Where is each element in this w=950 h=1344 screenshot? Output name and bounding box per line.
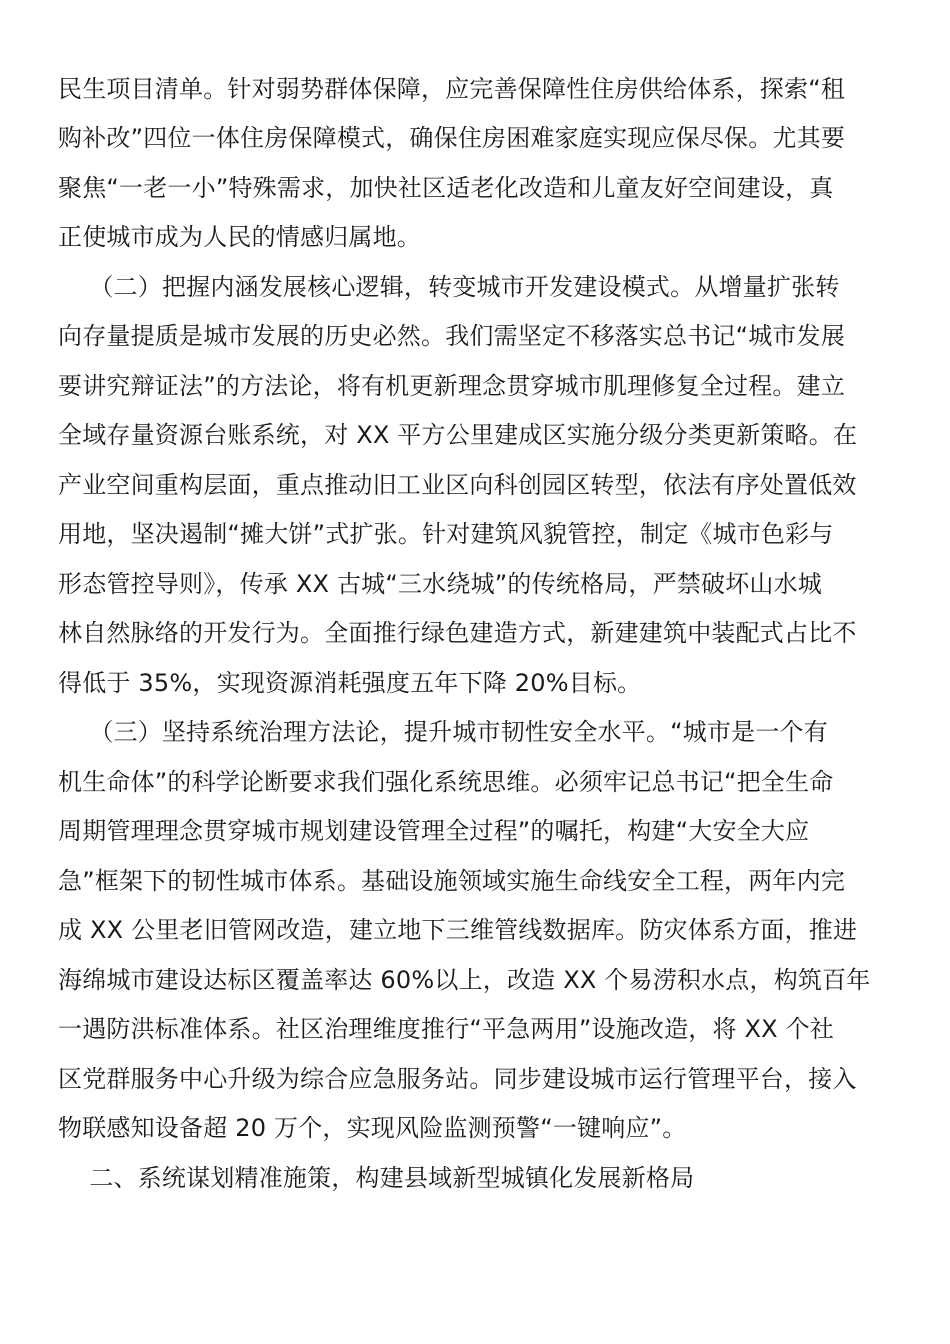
text-line: 急”框架下的韧性城市体系。基础设施领域实施生命线安全工程，两年内完 [58,867,846,895]
text-line: 林自然脉络的开发行为。全面推行绿色建造方式，新建建筑中装配式占比不 [58,619,857,647]
text-line: 民生项目清单。针对弱势群体保障，应完善保障性住房供给体系，探索“租 [58,75,846,103]
text-line: 全域存量资源台账系统，对 XX 平方公里建成区实施分级分类更新策略。在 [58,421,858,449]
text-line: 海绵城市建设达标区覆盖率达 60%以上，改造 XX 个易涝积水点，构筑百年 [58,966,871,994]
text-line: 向存量提质是城市发展的历史必然。我们需坚定不移落实总书记“城市发展 [58,322,846,350]
text-line: 得低于 35%，实现资源消耗强度五年下降 20%目标。 [58,669,642,697]
text-line: 产业空间重构层面，重点推动旧工业区向科创园区转型，依法有序处置低效 [58,471,857,499]
text-line: 物联感知设备超 20 万个，实现风险监测预警“一键响应”。 [58,1114,687,1142]
section-heading: 二、系统谋划精准施策，构建县域新型城镇化发展新格局 [58,1164,695,1192]
text-line: 一遇防洪标准体系。社区治理维度推行“平急两用”设施改造，将 XX 个社 [58,1015,835,1043]
paragraph-heading-line: （三）坚持系统治理方法论，提升城市韧性安全水平。“城市是一个有 [58,718,828,746]
text-line: 机生命体”的科学论断要求我们强化系统思维。必须牢记总书记“把全生命 [58,768,834,796]
text-line: 用地，坚决遏制“摊大饼”式扩张。针对建筑风貌管控，制定《城市色彩与 [58,520,834,548]
text-line: 正使城市成为人民的情感归属地。 [58,223,421,251]
text-line: 聚焦“一老一小”特殊需求，加快社区适老化改造和儿童友好空间建设，真 [58,174,834,202]
text-line: 要讲究辩证法”的方法论，将有机更新理念贯穿城市肌理修复全过程。建立 [58,372,846,400]
text-line: 形态管控导则》，传承 XX 古城“三水绕城”的传统格局，严禁破坏山水城 [58,570,823,598]
text-line: 成 XX 公里老旧管网改造，建立地下三维管线数据库。防灾体系方面，推进 [58,916,858,944]
text-line: 区党群服务中心升级为综合应急服务站。同步建设城市运行管理平台，接入 [58,1065,857,1093]
paragraph-heading-line: （二）把握内涵发展核心逻辑，转变城市开发建设模式。从增量扩张转 [58,273,840,301]
text-line: 购补改”四位一体住房保障模式，确保住房困难家庭实现应保尽保。尤其要 [58,124,846,152]
text-line: 周期管理理念贯穿城市规划建设管理全过程”的嘱托，构建“大安全大应 [58,817,810,845]
